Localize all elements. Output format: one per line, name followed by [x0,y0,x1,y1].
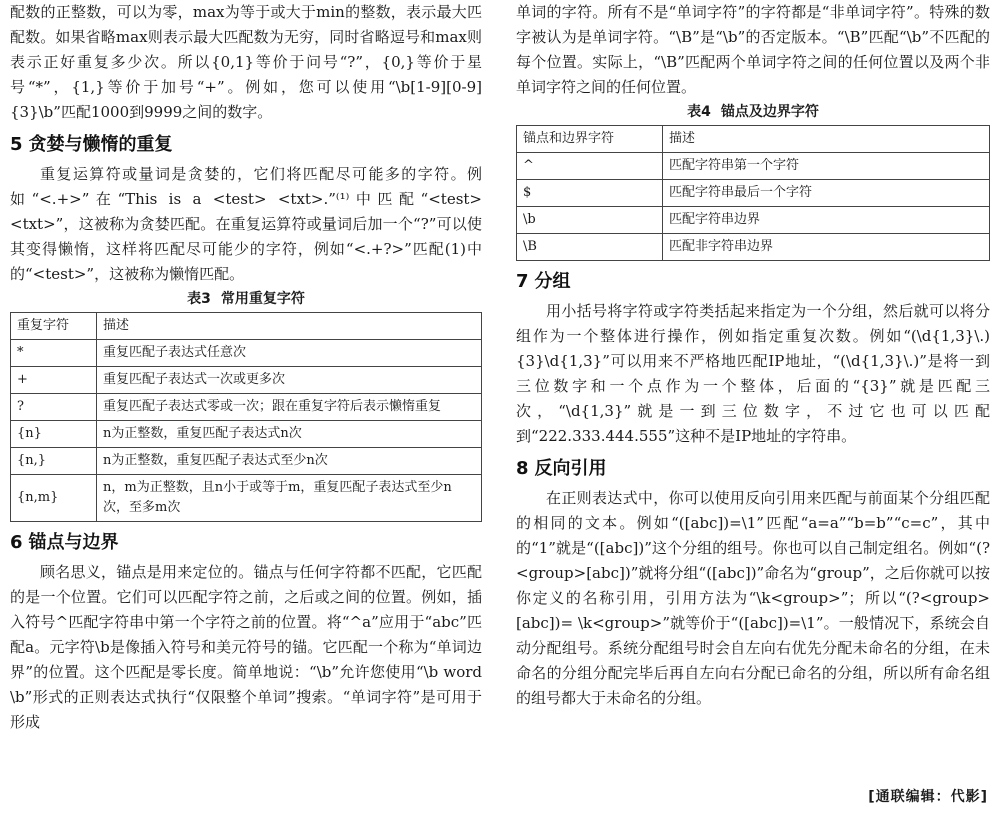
table-4 [516,125,990,261]
table-cell: * [11,340,97,367]
section-5-paragraph: 重复运算符或量词是贪婪的，它们将匹配尽可能多的字符。例如“<.+>”在“This is a <test> <txt>.”⁽¹⁾中匹配“<test> <txt>”，这被称为贪婪匹配。在重复运算符或量词后加一个“?”可以使其变得懒惰，这样将匹配尽可能少的字符，例如“<.+?>”匹配(1)中的“<test>”，这被称为懒惰匹配。 [10,165,482,283]
table-row [517,180,990,207]
table-cell: n，m为正整数，且n小于或等于m，重复匹配子表达式至少n次，至多m次 [97,475,482,522]
table-cell: {n} [11,421,97,448]
section-7-number: 7 [516,271,529,292]
table-cell: ? [11,394,97,421]
table-row [11,421,482,448]
table-header-cell: 描述 [663,126,990,153]
intro-paragraph: 配数的正整数，可以为零，max为等于或大于min的整数，表示最大匹配数。如果省略max则表示最大匹配数为无穷，同时省略逗号和max则表示正好重复多少次。所以{0,1}等价于问号“?”，{0,}等价于星号“*”，{1,}等价于加号“+”。例如，您可以使用“\b[1-9][0-9]{3}\b”匹配1000到9999之间的数字。 [10,3,482,121]
section-8-number: 8 [516,458,529,479]
table-header-cell: 锚点和边界字符 [517,126,663,153]
table-header-row [11,313,482,340]
table-header-cell: 描述 [97,313,482,340]
left-column [10,0,482,735]
section-6-heading [10,530,482,556]
table-3-title: 常用重复字符 [220,291,305,307]
table-row [517,234,990,261]
section-7-paragraph: 用小括号将字符或字符类括起来指定为一个分组，然后就可以将分组作为一个整体进行操作，例如指定重复次数。例如“(\d{1,3}\.){3}\d{1,3}”可以用来不严格地匹配IP地址，“(\d{1,3}\.)”是将一到三位数字和一个点作为一个整体，后面的“{3}”就是匹配三次，“\d{1,3}”就是一到三位数字，不过它也可以匹配到“222.333.444.555”这种不是IP地址的字符串。 [516,302,990,445]
table-row [11,475,482,522]
table-header-row [517,126,990,153]
table-cell: \b [517,207,663,234]
table-cell: 匹配字符串边界 [663,207,990,234]
editor-credit: [通联编辑：代影] [868,789,988,805]
section-5-title: 贪婪与懒惰的重复 [28,134,173,155]
table-cell: \B [517,234,663,261]
section-8-title: 反向引用 [534,458,607,479]
section-8-paragraph: 在正则表达式中，你可以使用反向引用来匹配与前面某个分组匹配的相同的文本。例如“([abc])=\1”匹配“a=a”“b=b”“c=c”，其中的“1”就是“([abc])”这个分组的组号。你也可以自己制定组名。例如“(?<group>[abc])”就将分组“([abc])”命名为“group”，之后你就可以按你定义的名称引用，引用方法为“\k<group>”；所以“(?<group>[abc])= \k<group>”就等价于“([abc])=\1”。一般情况下，系统会自动分配组号。系统分配组号时会自左向右优先分配未命名的分组，在未命名的分组分配完毕后再自左向右分配已命名的分组，所以所有命名组的组号都大于未命名的分组。 [516,489,990,707]
right-column [516,0,990,711]
section-8-heading [516,456,990,482]
table-4-title: 锚点及边界字符 [720,104,819,120]
table-row [11,448,482,475]
section-6-paragraph: 顾名思义，锚点是用来定位的。锚点与任何字符都不匹配，它匹配的是一个位置。它们可以匹配字符之前，之后或之间的位置。例如，插入符号^匹配字符串中第一个字符之前的位置。将“^a”应用于“abc”匹配a。元字符\b是像插入符号和美元符号的锚。它匹配一个称为“单词边界”的位置。这个匹配是零长度。简单地说：“\b”允许您使用“\b word \b”形式的正则表达式执行“仅限整个单词”搜索。“单词字符”是可用于形成 [10,563,482,731]
table-row [517,207,990,234]
table-cell: n为正整数，重复匹配子表达式n次 [97,421,482,448]
section-7-title: 分组 [534,271,571,292]
table-4-caption [516,101,990,123]
table-header-cell: 重复字符 [11,313,97,340]
table-cell: 匹配非字符串边界 [663,234,990,261]
table-row [11,394,482,421]
section-6-number: 6 [10,532,23,553]
table-row [517,153,990,180]
table-cell: 匹配字符串第一个字符 [663,153,990,180]
table-cell: + [11,367,97,394]
table-cell: 重复匹配子表达式任意次 [97,340,482,367]
table-row [11,367,482,394]
table-cell: 重复匹配子表达式零或一次；跟在重复字符后表示懒惰重复 [97,394,482,421]
section-6-title: 锚点与边界 [28,532,119,553]
table-cell: $ [517,180,663,207]
section-5-heading [10,132,482,158]
table-3 [10,312,482,522]
table-3-caption [10,288,482,310]
section-7-heading [516,269,990,295]
table-cell: 重复匹配子表达式一次或更多次 [97,367,482,394]
table-row [11,340,482,367]
table-4-number: 表4 [687,104,711,120]
section-5-number: 5 [10,134,23,155]
table-cell: n为正整数，重复匹配子表达式至少n次 [97,448,482,475]
table-cell: {n,} [11,448,97,475]
table-cell: ^ [517,153,663,180]
table-cell: {n,m} [11,475,97,522]
continuation-paragraph: 单词的字符。所有不是“单词字符”的字符都是“非单词字符”。特殊的数字被认为是单词字符。“\B”是“\b”的否定版本。“\B”匹配“\b”不匹配的每个位置。实际上，“\B”匹配两个单词字符之间的任何位置以及两个非单词字符之间的任何位置。 [516,3,990,96]
table-3-number: 表3 [187,291,211,307]
table-cell: 匹配字符串最后一个字符 [663,180,990,207]
